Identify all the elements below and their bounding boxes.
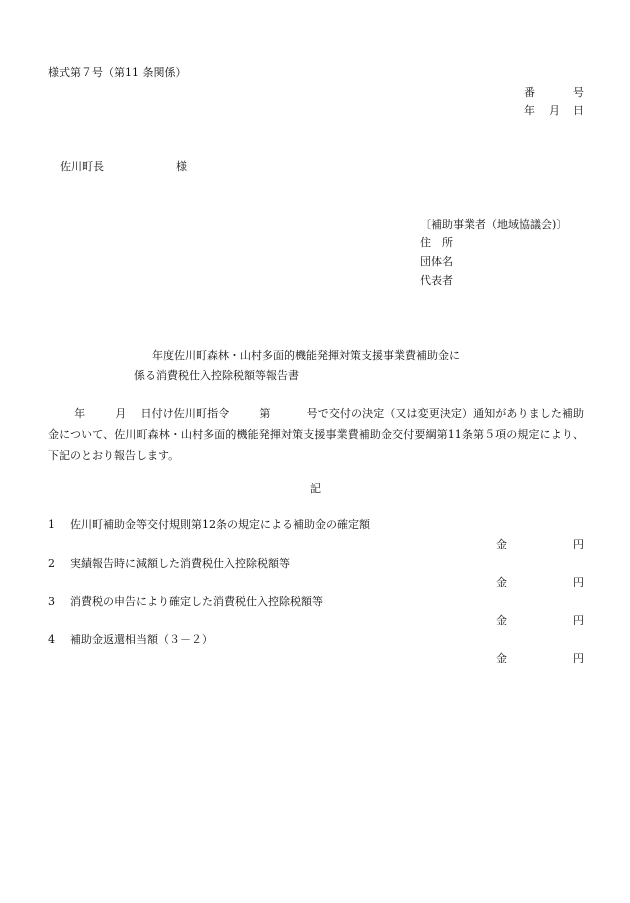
- item-amount-unit: 円: [573, 614, 584, 627]
- body-text: 号で交付の決定（又は変更決定）通知がありました補助金について、佐川町森林・山村多面的機能発揮対策支援事業費補助金交付要綱第11条第５項の規定により、下記のとおり報告します。: [48, 407, 585, 462]
- date-year: 年: [524, 104, 535, 117]
- item-number: 1: [48, 518, 55, 531]
- item-number: 3: [48, 595, 55, 608]
- item-label: 実績報告時に減額した消費税仕入控除税額等: [70, 557, 290, 570]
- number-label: 番: [524, 86, 535, 99]
- body-year: 年: [74, 407, 86, 420]
- item-amount-prefix: 金: [496, 614, 507, 627]
- item-number: 2: [48, 557, 55, 570]
- applicant-address-label: 住 所: [420, 236, 453, 249]
- form-label: 様式第７号（第11 条関係）: [48, 66, 187, 79]
- applicant-heading: 〔補助事業者（地域協議会)〕: [420, 218, 568, 231]
- item-label: 消費税の申告により確定した消費税仕入控除税額等: [70, 595, 323, 608]
- number-suffix: 号: [573, 86, 584, 99]
- report-title-line2: 係る消費税仕入控除税額等報告書: [134, 369, 299, 382]
- date-day: 日: [573, 104, 584, 117]
- body-number-prefix: 第: [259, 407, 271, 420]
- item-amount-prefix: 金: [496, 652, 507, 665]
- addressee-name: 佐川町長: [60, 160, 104, 173]
- list-item: [48, 596, 323, 607]
- list-item: [48, 558, 290, 569]
- list-item: [48, 519, 370, 530]
- addressee-honorific: 様: [176, 160, 187, 173]
- list-item: [48, 634, 213, 645]
- ki-heading: 記: [310, 482, 321, 495]
- item-amount-prefix: 金: [496, 576, 507, 589]
- body-month: 月: [115, 407, 127, 420]
- applicant-organization-label: 団体名: [420, 255, 453, 268]
- report-title-line1: 年度佐川町森林・山村多面的機能発揮対策支援事業費補助金に: [152, 349, 460, 362]
- item-amount-unit: 円: [573, 652, 584, 665]
- item-label: 補助金返還相当額（３－２）: [70, 633, 213, 646]
- date-month: 月: [549, 104, 560, 117]
- item-amount-prefix: 金: [496, 538, 507, 551]
- item-number: 4: [48, 633, 55, 646]
- item-amount-unit: 円: [573, 576, 584, 589]
- item-amount-unit: 円: [573, 538, 584, 551]
- item-label: 佐川町補助金等交付規則第12条の規定による補助金の確定額: [70, 518, 370, 531]
- applicant-representative-label: 代表者: [420, 274, 453, 287]
- body-date-ref: 日付け佐川町指令: [140, 407, 230, 420]
- body-paragraph: [48, 403, 584, 466]
